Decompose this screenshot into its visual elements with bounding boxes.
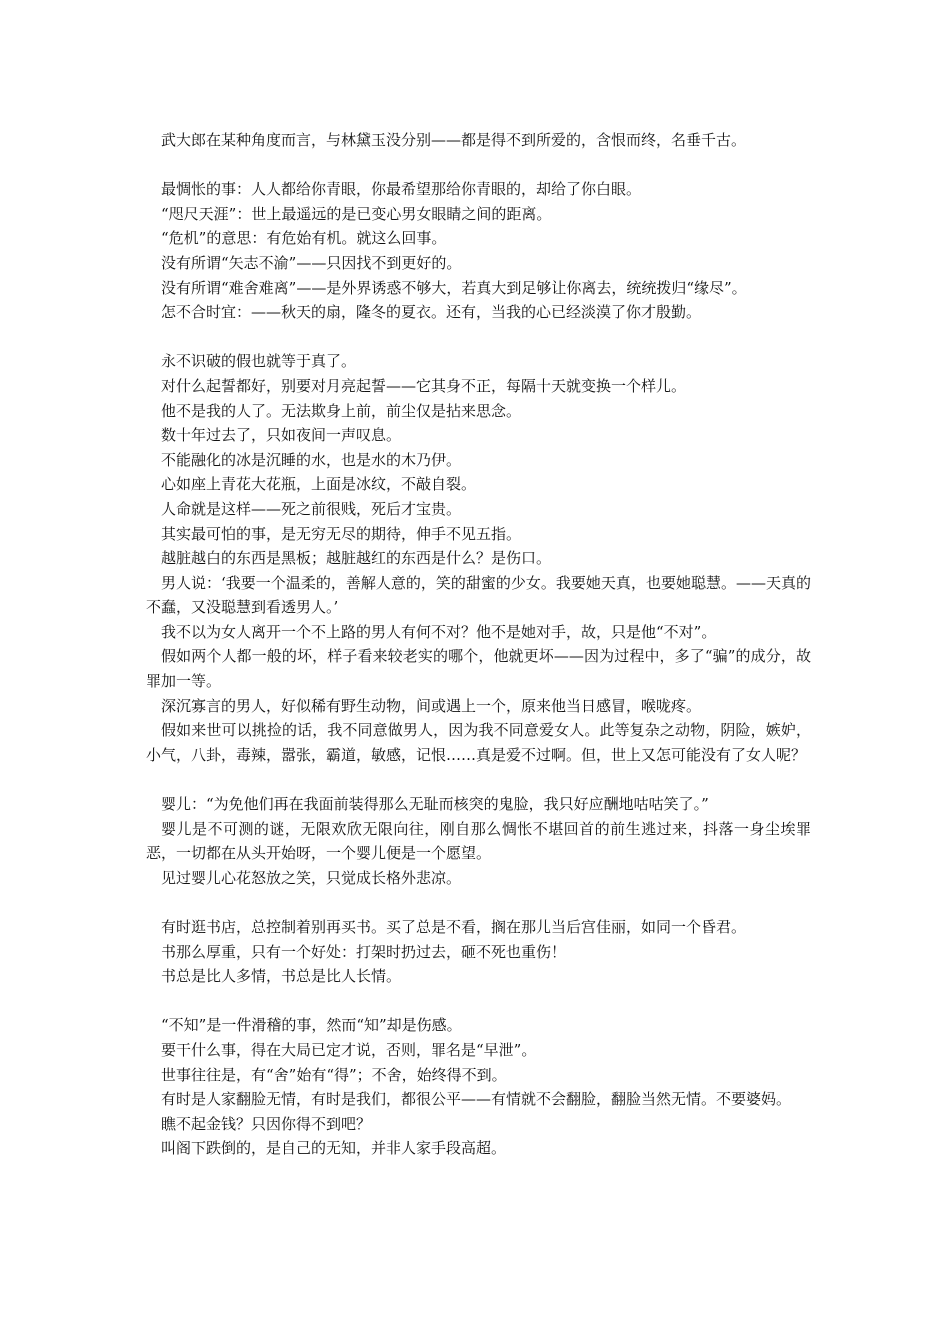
paragraph: 婴儿是不可测的谜，无限欢欣无限向往，刚自那么惆怅不堪回首的前生逃过来，抖落一身尘埃罪恶，一切都在从头开始呀，一个婴儿便是一个愿望。 [146,819,811,863]
paragraph: 武大郎在某种角度而言，与林黛玉没分别——都是得不到所爱的，含恨而终，名垂千古。 [161,131,747,149]
paragraph-spacer [146,890,811,915]
paragraph: 有时逛书店，总控制着别再买书。买了总是不看，搁在那儿当后宫佳丽，如同一个昏君。 [161,918,747,936]
paragraph: 其实最可怕的事，是无穷无尽的期待，伸手不见五指。 [161,524,522,543]
paragraph: 见过婴儿心花怒放之笑，只觉成长格外悲凉。 [161,868,462,887]
paragraph: 假如来世可以挑捡的话，我不同意做男人，因为我不同意爱女人。此等复杂之动物，阴险，嫉妒，小气，八卦，毒辣，嚣张，霸道，敏感，记恨……真是爱不过啊。但，世上又怎可能没有了女人呢？ [146,721,811,764]
paragraph: 不能融化的冰是沉睡的水，也是水的木乃伊。 [161,450,462,469]
paragraph: 没有所谓“矢志不渝”——只因找不到更好的。 [161,253,462,272]
paragraph: 男人说：‘我要一个温柔的，善解人意的，笑的甜蜜的少女。我要她天真，也要她聪慧。——天真的不蠢，又没聪慧到看透男人。’ [146,573,811,617]
paragraph: 数十年过去了，只如夜间一声叹息。 [161,426,402,445]
paragraph-spacer [146,767,811,792]
paragraph: 人命就是这样——死之前很贱，死后才宝贵。 [161,499,462,518]
paragraph: 世事往往是，有“舍”始有“得”；不舍，始终得不到。 [161,1065,507,1084]
paragraph: “不知”是一件滑稽的事，然而“知”却是伤感。 [161,1016,462,1035]
paragraph: “危机”的意思：有危始有机。就这么回事。 [161,229,447,248]
paragraph: 越脏越白的东西是黑板；越脏越红的东西是什么？是伤口。 [161,549,552,568]
paragraph: 我不以为女人离开一个不上路的男人有何不对？他不是她对手，故，只是他“不对”。 [161,622,717,641]
paragraph: 瞧不起金钱？只因你得不到吧？ [161,1114,372,1133]
paragraph: 怎不合时宜：——秋天的扇，隆冬的夏衣。还有，当我的心已经淡漠了你才殷勤。 [161,303,702,322]
paragraph: 最惆怅的事：人人都给你青眼，你最希望那给你青眼的，却给了你白眼。 [161,180,642,199]
paragraph: 他不是我的人了。无法欺身上前，前尘仅是拈来思念。 [161,401,522,420]
paragraph: 心如座上青花大花瓶，上面是冰纹，不敲自裂。 [161,475,477,494]
paragraph: 对什么起誓都好，别要对月亮起誓——它其身不正，每隔十天就变换一个样儿。 [161,376,687,395]
paragraph: 婴儿：“为免他们再在我面前装得那么无耻而核突的鬼脸，我只好应酬地咕咕笑了。” [161,795,709,814]
paragraph: 假如两个人都一般的坏，样子看来较老实的哪个，他就更坏——因为过程中，多了“骗”的成分，故罪加一等。 [146,647,811,691]
paragraph: 永不识破的假也就等于真了。 [161,352,357,371]
paragraph: 叫阁下跌倒的，是自己的无知，并非人家手段高超。 [161,1139,507,1158]
document-body [146,128,811,1161]
paragraph: “咫尺天涯”：世上最遥远的是已变心男女眼睛之间的距离。 [161,204,552,223]
paragraph-spacer [146,153,811,178]
paragraph: 书那么厚重，只有一个好处：打架时扔过去，砸不死也重伤！ [161,942,567,961]
paragraph: 有时是人家翻脸无情，有时是我们，都很公平——有情就不会翻脸，翻脸当然无情。不要婆妈。 [161,1090,792,1109]
paragraph: 书总是比人多情，书总是比人长情。 [161,967,402,986]
paragraph: 要干什么事，得在大局已定才说，否则，罪名是“早泄”。 [161,1040,537,1059]
paragraph: 没有所谓“难舍难离”——是外界诱惑不够大，若真大到足够让你离去，统统拨归“缘尽”。 [161,278,747,297]
paragraph-spacer [146,989,811,1014]
paragraph: 深沉寡言的男人，好似稀有野生动物，间或遇上一个，原来他当日感冒，喉咙疼。 [161,696,702,715]
paragraph-spacer [146,325,811,350]
